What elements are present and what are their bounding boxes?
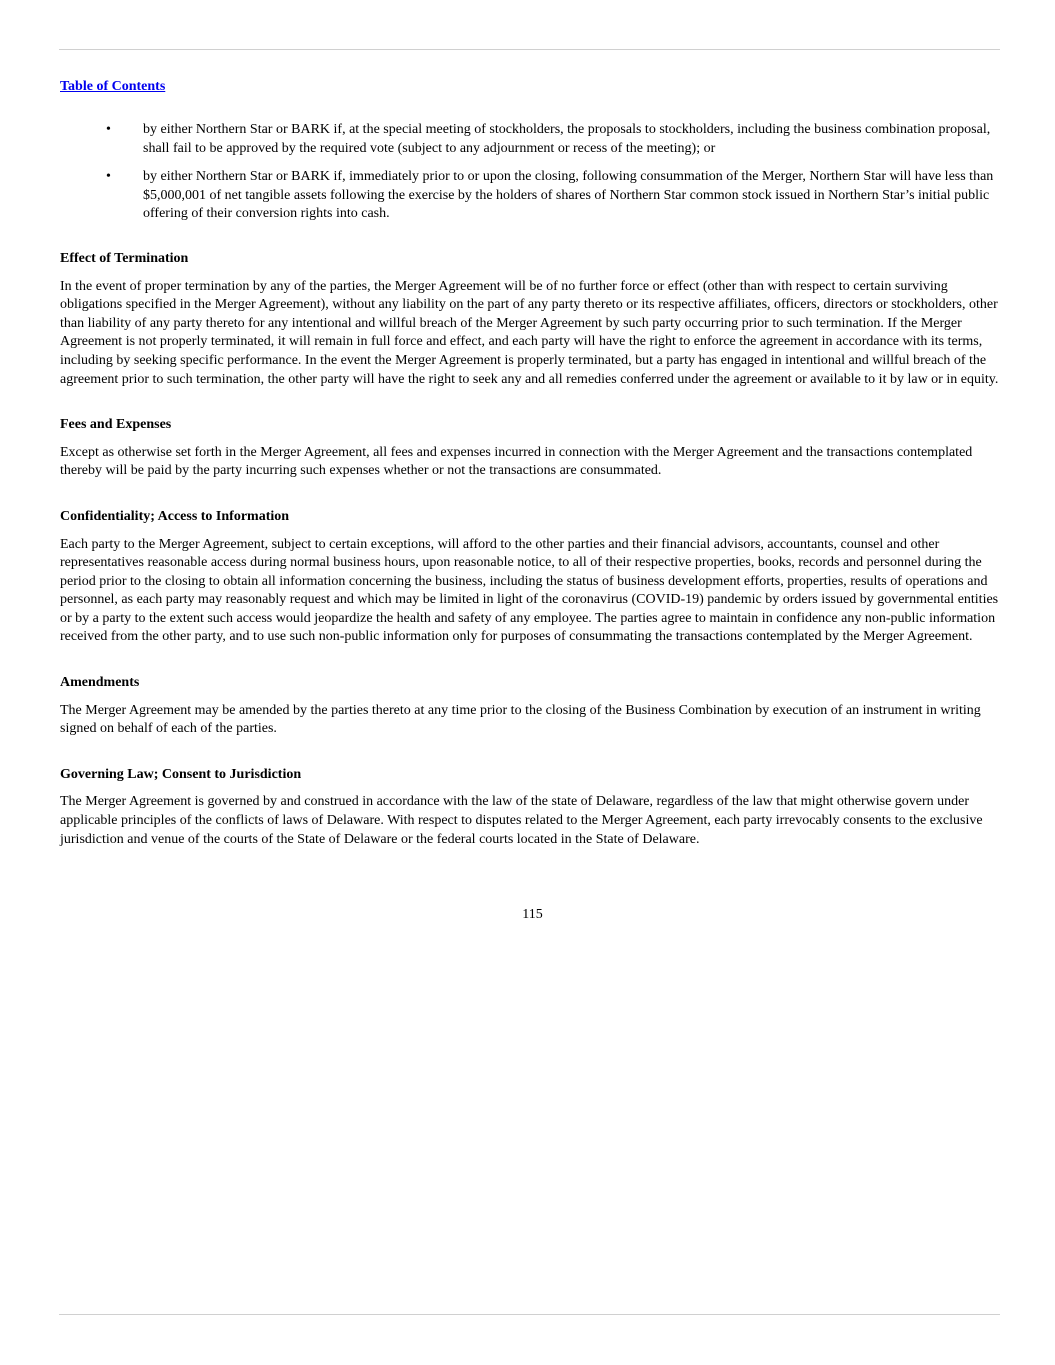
bullet-text: by either Northern Star or BARK if, immediately prior to or upon the closing, following consummation of the Merger, Northern Star will have less than $5,000,001 of net tangible assets following the exercise by the holders of shares of Northern Star common stock issued in Northern Star’s initial public offering of their conversion rights into cash. — [143, 169, 994, 222]
section-body: The Merger Agreement may be amended by the parties thereto at any time prior to the closing of the Business Combination by execution of an instrument in writing signed on behalf of each of the parties. — [60, 702, 981, 737]
bullet-mark: • — [106, 169, 111, 185]
bullet-item — [60, 168, 1010, 224]
section-heading: Confidentiality; Access to Information — [60, 508, 290, 524]
section-heading: Fees and Expenses — [60, 417, 172, 433]
bullet-mark: • — [106, 122, 111, 137]
section-confidentiality — [60, 508, 1010, 647]
table-of-contents-link[interactable]: Table of Contents — [60, 79, 166, 94]
section-heading: Amendments — [60, 675, 140, 691]
bullet-text: by either Northern Star or BARK if, at the special meeting of stockholders, the proposals to stockholders, including the business combination proposal, shall fail to be approved by the required vote (subject to any adjournment or recess of the meeting); or — [143, 122, 991, 156]
section-amendments — [60, 674, 1010, 739]
page-number: 115 — [522, 907, 543, 922]
top-divider — [59, 49, 1000, 50]
section-heading: Governing Law; Consent to Jurisdiction — [60, 766, 302, 782]
section-effect-of-termination — [60, 250, 1010, 389]
bullet-item — [60, 121, 1010, 158]
section-body: Except as otherwise set forth in the Merger Agreement, all fees and expenses incurred in connection with the Merger Agreement and the transactions contemplated thereby will be paid by the party incurring such expenses whether or not the transactions are consummated. — [60, 444, 973, 479]
section-body: In the event of proper termination by any of the parties, the Merger Agreement will be of no further force or effect (other than with respect to certain surviving obligations specified in the Merger Agreement), without any liability on the part of any party thereto or its respective affiliates, officers, directors or stockholders, other than liability of any party thereto for any intentional and willful breach of the Merger Agreement by such party occurring prior to such termination. If the Merger Agreement is not properly terminated, it will remain in full force and effect, and each party will have the right to enforce the agreement in accordance with its terms, including by seeking specific performance. In the event the Merger Agreement is properly terminated, but a party has engaged in intentional and willful breach of the agreement prior to such termination, the other party will have the right to seek any and all remedies conferred under the agreement or available to it by law or in equity. — [60, 278, 999, 387]
bottom-divider — [59, 1314, 1000, 1315]
section-governing-law — [60, 766, 1010, 849]
section-body: The Merger Agreement is governed by and construed in accordance with the law of the state of Delaware, regardless of the law that might otherwise govern under applicable principles of the conflicts of laws of Delaware. With respect to disputes related to the Merger Agreement, each party irrevocably consents to the exclusive jurisdiction and venue of the courts of the State of Delaware or the federal courts located in the State of Delaware. — [60, 794, 983, 847]
section-body: Each party to the Merger Agreement, subject to certain exceptions, will afford to the other parties and their financial advisors, accountants, counsel and other representatives reasonable access during normal business hours, upon reasonable notice, to all of their respective properties, books, records and personnel during the period prior to the closing to obtain all information concerning the business, including the status of business development efforts, properties, results of operations and personnel, as each party may reasonably request and which may be limited in light of the coronavirus (COVID-19) pandemic by orders issued by governmental entities or by a party to the extent such access would jeopardize the health and safety of any employee. The parties agree to maintain in confidence any non-public information received from the other party, and to use such non-public information only for purposes of consummating the transactions contemplated by the Merger Agreement. — [60, 536, 999, 645]
section-fees-and-expenses — [60, 416, 1010, 481]
section-heading: Effect of Termination — [60, 250, 189, 266]
document-body — [60, 121, 1010, 849]
